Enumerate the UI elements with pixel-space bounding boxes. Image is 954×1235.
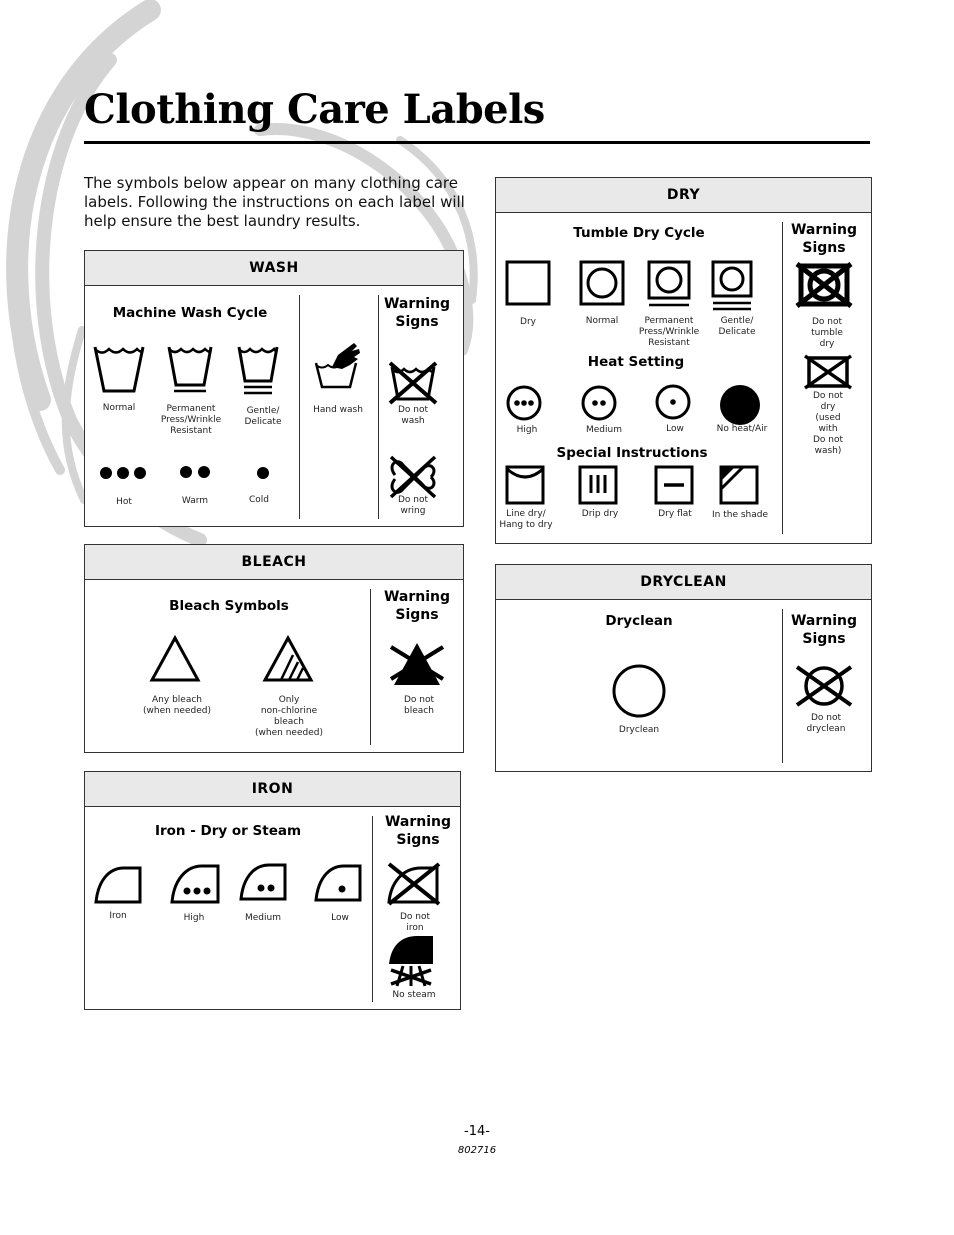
- wash-gentle-icon: [236, 343, 280, 397]
- iron-icon: [94, 864, 142, 904]
- dry-header: DRY: [496, 178, 871, 213]
- dry-heat-low-label: Low: [666, 424, 684, 434]
- iron-divider: [372, 816, 373, 1002]
- drip-dry-label: Drip dry: [581, 509, 619, 519]
- any-bleach-label: Any bleach (when needed): [143, 695, 211, 716]
- wash-divider-1: [299, 295, 300, 519]
- wash-normal-label: Normal: [102, 403, 136, 413]
- title-divider: [84, 141, 870, 144]
- do-not-bleach-label: Do not bleach: [403, 695, 435, 716]
- dryclean-icon: [611, 663, 667, 719]
- tumble-gentle-icon: [711, 260, 753, 312]
- dry-heat-medium-label: Medium: [586, 425, 622, 435]
- page-title: Clothing Care Labels: [84, 86, 545, 133]
- dryclean-label: Dryclean: [618, 725, 660, 735]
- intro-text: The symbols below appear on many clothing care labels. Following the instructions on each label will help ensure the best laundry results.: [84, 174, 465, 230]
- dry-no-heat-label: No heat/Air: [716, 424, 768, 434]
- do-not-tumble-dry-label: Do not tumble dry: [811, 317, 843, 349]
- wash-divider-2: [378, 295, 379, 519]
- dry-flat-label: Dry flat: [658, 509, 692, 519]
- do-not-dry-label: Do not dry (used with Do not wash): [812, 391, 844, 456]
- document-number: 802716: [457, 1145, 497, 1156]
- wash-warm-icon: [179, 465, 211, 479]
- do-not-wring-label: Do not wring: [397, 495, 429, 516]
- dry-warning-title: Warning Signs: [790, 222, 858, 256]
- iron-medium-label: Medium: [245, 913, 281, 923]
- dry-divider: [782, 222, 783, 534]
- hand-wash-icon: [314, 341, 364, 391]
- wash-header: WASH: [85, 251, 463, 286]
- dry-heat-medium-icon: [581, 385, 617, 421]
- tumble-normal-icon: [579, 260, 625, 306]
- wash-warning-title: Warning Signs: [383, 296, 451, 330]
- wash-hot-label: Hot: [116, 497, 132, 507]
- bleach-subtitle: Bleach Symbols: [169, 598, 289, 614]
- wash-cold-label: Cold: [248, 495, 270, 505]
- do-not-dryclean-icon: [793, 663, 855, 709]
- tumble-permanent-icon: [647, 260, 691, 308]
- wash-gentle-label: Gentle/ Delicate: [244, 406, 282, 427]
- non-chlorine-bleach-label: Only non-chlorine bleach (when needed): [255, 695, 323, 738]
- dry-panel: [495, 177, 872, 544]
- dryclean-subtitle: Dryclean: [605, 613, 673, 629]
- bleach-panel: [84, 544, 464, 753]
- dry-heat-subtitle: Heat Setting: [587, 354, 685, 370]
- page-number: -14-: [464, 1124, 490, 1139]
- dry-in-shade-label: In the shade: [711, 510, 769, 520]
- iron-header: IRON: [85, 772, 460, 807]
- dryclean-divider: [782, 609, 783, 763]
- do-not-wash-icon: [386, 361, 440, 405]
- tumble-normal-label: Normal: [585, 316, 619, 326]
- dry-tumble-subtitle: Tumble Dry Cycle: [573, 225, 705, 241]
- no-steam-icon: [385, 934, 437, 988]
- wash-hot-icon: [99, 466, 147, 480]
- dry-label: Dry: [520, 317, 536, 327]
- drip-dry-icon: [578, 465, 618, 505]
- tumble-permanent-label: Permanent Press/Wrinkle Resistant: [638, 316, 700, 348]
- do-not-wring-icon: [385, 455, 441, 499]
- do-not-dry-icon: [803, 354, 853, 390]
- dryclean-warning-title: Warning Signs: [790, 613, 858, 647]
- do-not-bleach-icon: [388, 639, 446, 689]
- any-bleach-icon: [149, 635, 201, 683]
- iron-warning-title: Warning Signs: [384, 814, 452, 848]
- no-steam-label: No steam: [392, 990, 436, 1000]
- iron-low-label: Low: [331, 913, 349, 923]
- iron-low-icon: [314, 862, 362, 902]
- dry-special-subtitle: Special Instructions: [556, 445, 708, 461]
- iron-label: Iron: [109, 911, 127, 921]
- wash-normal-icon: [92, 343, 146, 395]
- do-not-iron-icon: [385, 862, 441, 906]
- wash-permanent-icon: [166, 343, 214, 395]
- non-chlorine-bleach-icon: [262, 635, 314, 683]
- wash-warm-label: Warm: [181, 496, 209, 506]
- line-dry-label: Line dry/ Hang to dry: [499, 509, 553, 530]
- wash-subtitle: Machine Wash Cycle: [112, 305, 268, 321]
- dryclean-header: DRYCLEAN: [496, 565, 871, 600]
- dry-heat-low-icon: [655, 384, 691, 420]
- hand-wash-label: Hand wash: [313, 405, 363, 415]
- wash-panel: [84, 250, 464, 527]
- iron-medium-icon: [239, 861, 287, 901]
- iron-subtitle: Iron - Dry or Steam: [154, 823, 302, 839]
- dry-square-icon: [505, 260, 551, 306]
- dry-flat-icon: [654, 465, 694, 505]
- dry-heat-high-label: High: [516, 425, 538, 435]
- iron-high-label: High: [183, 913, 205, 923]
- dry-heat-high-icon: [506, 385, 542, 421]
- bleach-header: BLEACH: [85, 545, 463, 580]
- dry-no-heat-icon: [719, 384, 761, 426]
- do-not-wash-label: Do not wash: [397, 405, 429, 426]
- wash-permanent-label: Permanent Press/Wrinkle Resistant: [160, 404, 222, 436]
- wash-cold-icon: [256, 466, 270, 480]
- dryclean-panel: [495, 564, 872, 772]
- line-dry-icon: [505, 465, 545, 505]
- iron-high-icon: [170, 862, 220, 904]
- do-not-dryclean-label: Do not dryclean: [806, 713, 846, 734]
- do-not-iron-label: Do not iron: [399, 912, 431, 933]
- bleach-divider: [370, 589, 371, 745]
- bleach-warning-title: Warning Signs: [383, 589, 451, 623]
- tumble-gentle-label: Gentle/ Delicate: [718, 316, 756, 337]
- dry-in-shade-icon: [719, 465, 759, 505]
- iron-panel: [84, 771, 461, 1010]
- do-not-tumble-dry-icon: [793, 262, 855, 308]
